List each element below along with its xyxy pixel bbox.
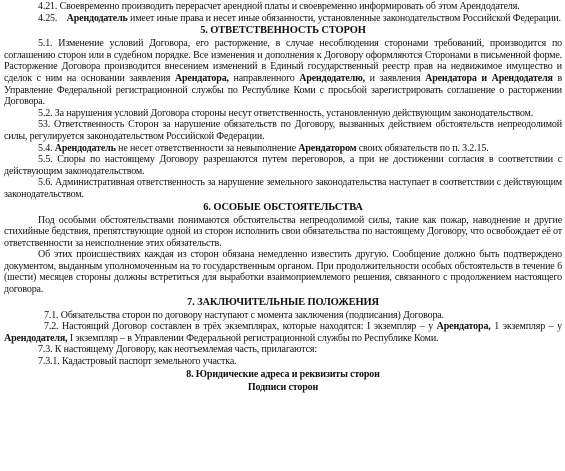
- paragraph-6-force-majeure: Под особыми обстоятельствами понимаются обстоятельства непреодолимой силы, такие как пожар, наводнение и другие стихийные бедствия, препятствующие одной из сторон исполнить свои обязательства по настоящему Договору, что освобождает её от ответственности за неисполнение этих обязательств.: [4, 214, 562, 249]
- clause-text: и заявления: [365, 72, 426, 84]
- clause-text: I экземпляр – в Управлении Федеральной регистрационной службы по Республике Коми.: [67, 332, 439, 344]
- section-heading-8: 8. Юридические адреса и реквизиты сторон: [186, 368, 380, 380]
- paragraph-5-3: 53. Ответственность Сторон за нарушение обязательств по Договору, вызванных действием обстоятельств непреодолимой силы, регулируется законодательством Российской Федерации.: [4, 119, 562, 142]
- paragraph-7-3-1: 7.3.1. Кадастровый паспорт земельного участка.: [38, 356, 237, 368]
- party-name: Арендодатель: [54, 142, 116, 154]
- section-heading-5: 5. ОТВЕТСТВЕННОСТЬ СТОРОН: [200, 25, 366, 37]
- party-name: Арендатора,: [436, 321, 491, 333]
- clause-text: 7.2. Настоящий Договор составлен в трёх экземплярах, которые находятся: I экземпляр – у: [44, 321, 437, 333]
- paragraph-6-notification: Об этих происшествиях каждая из сторон обязана немедленно известить другую. Сообщение должно быть подтверждено документом, выданным уполномоченным на то государственным органом. При продолжительности особых обстоятельств в течение 6 (шести) месяцев стороны должны встретиться для выработки взаимоприемлемого решения, связанного с продолжением настоящего договора.: [4, 249, 562, 296]
- clause-text: 1 экземпляр – у: [490, 321, 562, 333]
- paragraph-7-1: 7.1. Обязательства сторон по договору наступают с момента заключения (подписания) Договора.: [44, 309, 444, 321]
- paragraph-7-3: 7.3. К настоящему Договору, как неотъемлемая часть, прилагаются:: [38, 344, 317, 356]
- party-name: Арендодатель: [66, 12, 128, 24]
- clause-text: 5.1. Изменение условий Договора, его расторжение, в случае несоблюдения сторонами требований, производится по соглашению сторон или в судебном порядке. Все изменения и дополнения к Договору оформляются Сторонами в письменной форме. Расторжение Договора производится внесением изменений в Единый государственный реестр прав на недвижимое имущество и сделок с ним на основании заявления: [4, 38, 562, 84]
- paragraph-5-4: [4, 143, 562, 155]
- paragraph-4-25: [4, 13, 562, 25]
- section-heading-6: 6. ОСОБЫЕ ОБСТОЯТЕЛЬСТВА: [203, 201, 363, 213]
- paragraph-5-2: 5.2. За нарушения условий Договора стороны несут ответственность, установленную действующим законодательством.: [38, 107, 534, 119]
- clause-text: не несет ответственности за невыполнение: [115, 142, 299, 154]
- party-name: Арендатором: [298, 142, 357, 154]
- paragraph-4-21: 4.21. Своевременно производить перерасчет арендной платы и своевременно информировать об этом Арендодателя.: [38, 1, 520, 12]
- paragraph-7-2: [4, 321, 562, 344]
- paragraph-5-5: 5.5. Споры по настоящему Договору разрешаются путем переговоров, а при не достижении согласия в соответствии с действующим законодательством.: [4, 154, 562, 177]
- signatures-heading: Подписи сторон: [247, 381, 319, 393]
- party-name: Арендодателя,: [4, 332, 68, 344]
- section-heading-7: 7. ЗАКЛЮЧИТЕЛЬНЫЕ ПОЛОЖЕНИЯ: [187, 296, 379, 308]
- clause-text: в Управление Федеральной регистрационной службы по Республике Коми с просьбой зарегистрировать соглашение о расторжении Договора.: [4, 72, 563, 108]
- clause-text: имеет иные права и несет иные обязанности, установленные законодательством Российской Федерации.: [127, 12, 561, 24]
- party-name: Арендатора,: [174, 72, 229, 84]
- clause-text: своих обязательств по п. 3.2.15.: [356, 142, 489, 154]
- party-name: Арендодателю,: [299, 72, 365, 84]
- clause-number: 5.4.: [38, 142, 55, 154]
- paragraph-5-1: [4, 38, 562, 108]
- paragraph-5-6: 5.6. Административная ответственность за нарушение земельного законодательства наступает в соответствии с действующим законодательством.: [4, 177, 562, 200]
- clause-number: 4.25.: [38, 12, 58, 24]
- party-name: Арендатора и Арендодателя: [425, 72, 553, 84]
- clause-text: направленного: [228, 72, 300, 84]
